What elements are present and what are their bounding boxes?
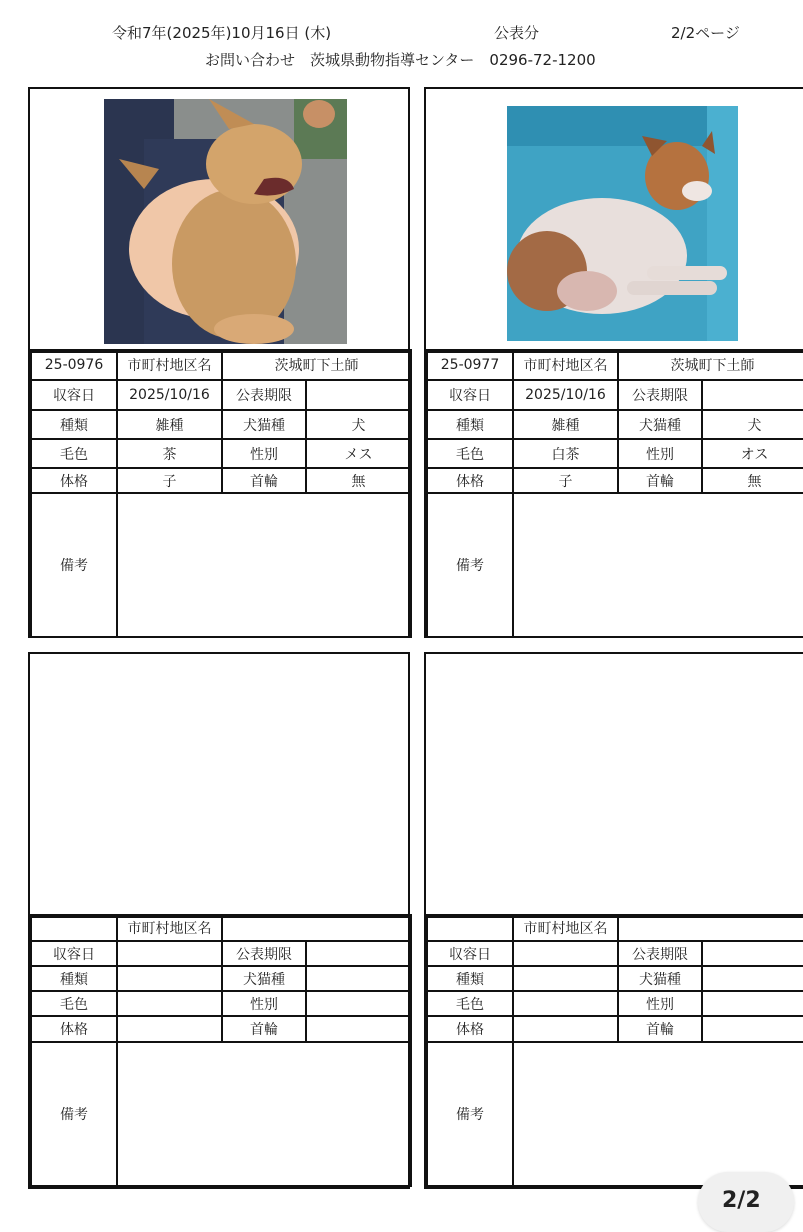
species-label: 犬猫種 (222, 410, 306, 439)
publish-limit-value (702, 941, 803, 966)
remarks-label: 備考 (31, 1042, 117, 1186)
header-contact: お問い合わせ 茨城県動物指導センター 0296-72-1200 (205, 51, 596, 69)
build-value: 子 (513, 468, 618, 493)
species-label: 犬猫種 (618, 966, 702, 991)
kind-label: 種類 (427, 966, 513, 991)
coat-value (513, 991, 618, 1016)
header-category: 公表分 (494, 24, 540, 42)
publish-limit-value (306, 941, 411, 966)
publish-limit-label: 公表期限 (222, 380, 306, 410)
intake-date-value: 2025/10/16 (117, 380, 222, 410)
remarks-value (117, 1042, 411, 1186)
animal-card-2 (424, 87, 803, 638)
area-value: 茨城町下土師 (618, 350, 803, 380)
photo-area (426, 89, 803, 353)
kind-label: 種類 (31, 410, 117, 439)
intake-date-label: 収容日 (31, 380, 117, 410)
photo-area (426, 654, 803, 918)
area-label: 市町村地区名 (117, 350, 222, 380)
area-value (222, 915, 411, 941)
header-page: 2/2ページ (671, 24, 740, 42)
animal-id: 25-0976 (31, 350, 117, 380)
info-table (30, 349, 412, 638)
intake-date-value (117, 941, 222, 966)
area-label: 市町村地区名 (513, 915, 618, 941)
page-indicator-label: 2/2 (722, 1188, 761, 1213)
photo-area (30, 654, 408, 918)
animal-id (31, 915, 117, 941)
remarks-value (513, 493, 803, 637)
animal-id: 25-0977 (427, 350, 513, 380)
kind-value: 雑種 (117, 410, 222, 439)
publish-limit-value (702, 380, 803, 410)
species-label: 犬猫種 (222, 966, 306, 991)
kind-value (513, 966, 618, 991)
remarks-label: 備考 (31, 493, 117, 637)
species-value (306, 966, 411, 991)
intake-date-value: 2025/10/16 (513, 380, 618, 410)
animal-card-4 (424, 652, 803, 1189)
species-value: 犬 (702, 410, 803, 439)
sex-value: メス (306, 439, 411, 468)
build-label: 体格 (427, 1016, 513, 1042)
photo-area (30, 89, 408, 353)
info-table (426, 914, 803, 1187)
area-label: 市町村地区名 (117, 915, 222, 941)
publish-limit-label: 公表期限 (618, 941, 702, 966)
collar-label: 首輪 (618, 468, 702, 493)
collar-label: 首輪 (618, 1016, 702, 1042)
build-value: 子 (117, 468, 222, 493)
intake-date-value (513, 941, 618, 966)
remarks-label: 備考 (427, 493, 513, 637)
sex-label: 性別 (618, 991, 702, 1016)
header-date: 令和7年(2025年)10月16日 (木) (112, 24, 332, 42)
sex-label: 性別 (222, 991, 306, 1016)
area-label: 市町村地区名 (513, 350, 618, 380)
area-value: 茨城町下土師 (222, 350, 411, 380)
collar-label: 首輪 (222, 468, 306, 493)
animal-id (427, 915, 513, 941)
animal-card-3 (28, 652, 410, 1189)
build-value (513, 1016, 618, 1042)
info-table (30, 914, 412, 1187)
collar-label: 首輪 (222, 1016, 306, 1042)
collar-value: 無 (702, 468, 803, 493)
coat-label: 毛色 (31, 991, 117, 1016)
remarks-value (117, 493, 411, 637)
coat-label: 毛色 (427, 439, 513, 468)
animal-card-1 (28, 87, 410, 638)
sex-value (306, 991, 411, 1016)
intake-date-label: 収容日 (427, 941, 513, 966)
page-indicator-button[interactable] (698, 1172, 794, 1232)
species-label: 犬猫種 (618, 410, 702, 439)
publish-limit-value (306, 380, 411, 410)
kind-value (117, 966, 222, 991)
kind-label: 種類 (31, 966, 117, 991)
collar-value (702, 1016, 803, 1042)
remarks-label: 備考 (427, 1042, 513, 1186)
build-label: 体格 (31, 468, 117, 493)
build-label: 体格 (427, 468, 513, 493)
species-value (702, 966, 803, 991)
publish-limit-label: 公表期限 (618, 380, 702, 410)
kind-label: 種類 (427, 410, 513, 439)
sex-value: オス (702, 439, 803, 468)
collar-value: 無 (306, 468, 411, 493)
area-value (618, 915, 803, 941)
coat-value (117, 991, 222, 1016)
kind-value: 雑種 (513, 410, 618, 439)
collar-value (306, 1016, 411, 1042)
coat-value: 茶 (117, 439, 222, 468)
dog-photo-1 (104, 99, 347, 344)
publish-limit-label: 公表期限 (222, 941, 306, 966)
intake-date-label: 収容日 (427, 380, 513, 410)
sex-value (702, 991, 803, 1016)
coat-label: 毛色 (427, 991, 513, 1016)
coat-value: 白茶 (513, 439, 618, 468)
dog-photo-2 (507, 106, 738, 341)
sex-label: 性別 (222, 439, 306, 468)
species-value: 犬 (306, 410, 411, 439)
info-table (426, 349, 803, 638)
coat-label: 毛色 (31, 439, 117, 468)
build-value (117, 1016, 222, 1042)
remarks-value (513, 1042, 803, 1186)
intake-date-label: 収容日 (31, 941, 117, 966)
sex-label: 性別 (618, 439, 702, 468)
build-label: 体格 (31, 1016, 117, 1042)
